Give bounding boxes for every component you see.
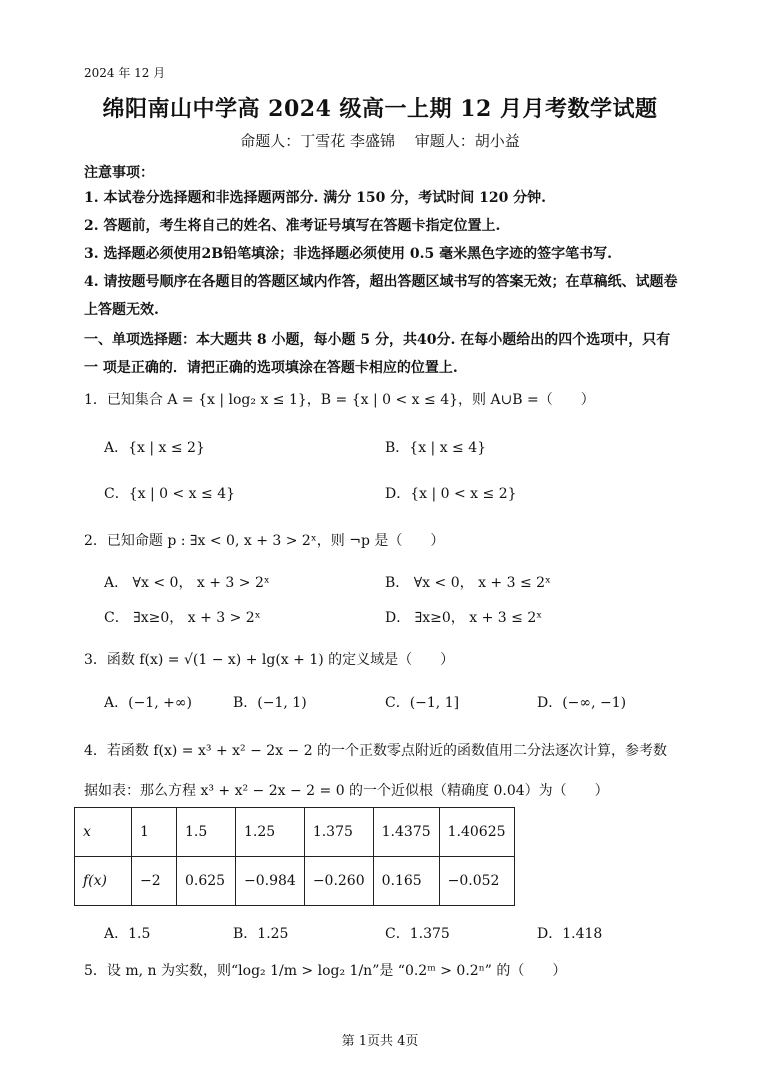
page-footer: 第 1页共 4页 [341,1034,419,1049]
note-item: 2. 答题前，考生将自己的姓名、准考证号填写在答题卡指定位置上. [84,218,501,234]
note-item: 3. 选择题必须使用2B铅笔填涂；非选择题必须使用 0.5 毫米黑色字迹的签字笔书写. [84,246,613,262]
question-3-option-c: C．(−1, 1] [385,695,460,711]
table-row [75,857,515,906]
question-4-option-a: A．1.5 [104,926,151,942]
table-cell: −0.052 [439,857,514,906]
note-item: 1. 本试卷分选择题和非选择题两部分. 满分 150 分，考试时间 120 分钟. [84,190,547,206]
table-row [75,808,515,857]
question-1-option-d: D．{x | 0 < x ≤ 2} [385,486,517,502]
table-cell: −2 [132,857,177,906]
bisection-table [74,807,515,906]
question-3-option-b: B．(−1, 1) [233,695,307,711]
section-heading: 一、单项选择题：本大题共 8 小题，每小题 5 分，共40分. 在每小题给出的四个选项中，只有一 项是正确的．请把正确的选项填涂在答题卡相应的位置上. [84,332,671,376]
question-2-option-a: A． ∀x < 0， x + 3 > 2ˣ [104,575,270,591]
question-3-stem: 3．函数 f(x) = √(1 − x) + lg(x + 1) 的定义域是（ ） [84,652,455,668]
question-3-option-d: D．(−∞, −1) [537,695,627,711]
question-2-stem: 2．已知命题 p : ∃x < 0, x + 3 > 2ˣ，则 ¬p 是（ ） [84,533,445,549]
table-cell: 1 [132,808,177,857]
question-1-option-c: C．{x | 0 < x ≤ 4} [104,486,236,502]
question-2-option-c: C． ∃x≥0， x + 3 > 2ˣ [104,610,261,626]
table-cell: 1.25 [236,808,305,857]
table-cell: −0.984 [236,857,305,906]
question-1-option-b: B．{x | x ≤ 4} [385,440,487,456]
question-4-stem-line1: 4．若函数 f(x) = x³ + x² − 2x − 2 的一个正数零点附近的函数值用二分法逐次计算，参考数 [84,743,668,759]
table-row-label: f(x) [75,857,132,906]
table-row-label: x [75,808,132,857]
question-2-option-b: B． ∀x < 0， x + 3 ≤ 2ˣ [385,575,551,591]
note-item: 4. 请按题号顺序在各题目的答题区域内作答，超出答题区域书写的答案无效；在草稿纸、试题卷上答题无效. [84,274,678,318]
question-4-option-c: C．1.375 [385,926,450,942]
question-3-option-a: A．(−1, +∞) [104,695,192,711]
table-cell: −0.260 [304,857,373,906]
question-4-option-d: D．1.418 [537,926,603,942]
question-1-stem: 1．已知集合 A = {x | log₂ x ≤ 1}，B = {x | 0 < x ≤ 4}，则 A∪B =（ ） [84,392,595,408]
table-cell: 1.40625 [439,808,514,857]
question-5-stem: 5．设 m, n 为实数，则“log₂ 1/m > log₂ 1/n”是 “0.2ᵐ > 0.2ⁿ” 的（ ） [84,963,567,979]
table-cell: 1.375 [304,808,373,857]
question-2-option-d: D． ∃x≥0， x + 3 ≤ 2ˣ [385,610,543,626]
table-cell: 0.165 [373,857,439,906]
notes-heading: 注意事项： [84,165,154,181]
exam-authors: 命题人：丁雪花 李盛锦 审题人：胡小益 [240,132,520,150]
table-cell: 1.4375 [373,808,439,857]
exam-title: 绵阳南山中学高 2024 级高一上期 12 月月考数学试题 [102,96,658,122]
exam-date: 2024 年 12 月 [84,66,166,80]
question-4-option-b: B．1.25 [233,926,289,942]
question-4-stem-line2: 据如表：那么方程 x³ + x² − 2x − 2 = 0 的一个近似根（精确度 0.04）为（ ） [84,783,609,799]
table-cell: 1.5 [177,808,236,857]
question-1-option-a: A．{x | x ≤ 2} [104,440,205,456]
table-cell: 0.625 [177,857,236,906]
